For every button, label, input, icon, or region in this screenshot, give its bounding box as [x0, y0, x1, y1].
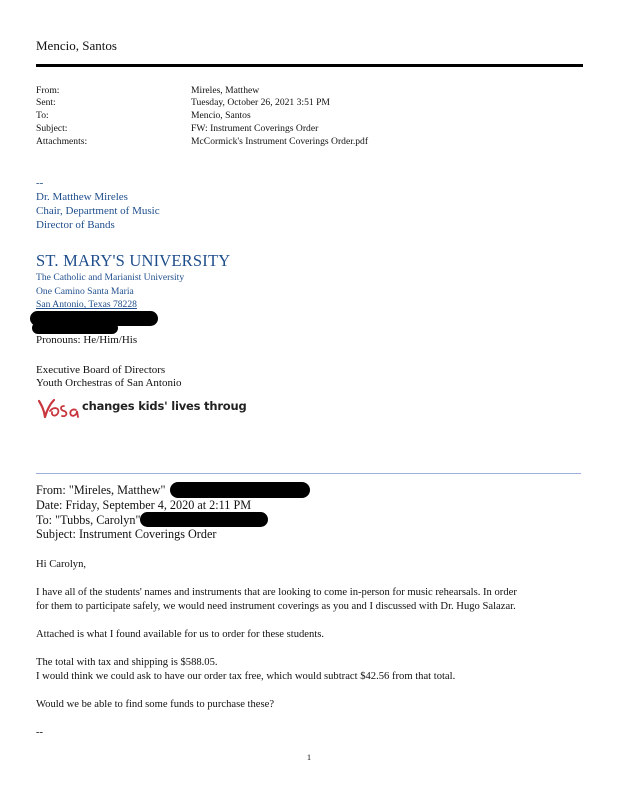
forwarded-date: Date: Friday, September 4, 2020 at 2:11 PM [36, 498, 252, 512]
yosa-logo [36, 396, 247, 422]
redaction-to-email [140, 512, 268, 527]
header-value-sent: Tuesday, October 26, 2021 3:51 PM [191, 97, 330, 108]
paragraph-3-line-1: The total with tax and shipping is $588.05. [36, 657, 218, 668]
header-label-subject: Subject: [36, 123, 68, 134]
university-city[interactable]: San Antonio, Texas 78228 [36, 299, 137, 310]
paragraph-1-line-2: for them to participate safely, we would need instrument coverings as you and I discussed with Dr. Hugo Salazar. [36, 601, 516, 612]
board-organization: Youth Orchestras of San Antonio [36, 377, 182, 389]
page-number: 1 [306, 752, 312, 762]
forwarded-to: To: "Tubbs, Carolyn" [36, 513, 141, 527]
header-label-sent: Sent: [36, 97, 56, 108]
university-name: ST. MARY'S UNIVERSITY [36, 251, 231, 270]
attachment-link[interactable]: McCormick's Instrument Coverings Order.pdf [191, 136, 369, 147]
top-rule [36, 64, 583, 67]
header-value-to: Mencio, Santos [191, 110, 251, 121]
university-street: One Camino Santa Maria [36, 286, 134, 297]
signature-dash: -- [36, 177, 44, 189]
university-tagline: The Catholic and Marianist University [36, 272, 185, 283]
mailbox-owner: Mencio, Santos [36, 38, 117, 53]
header-value-subject: FW: Instrument Coverings Order [191, 123, 319, 134]
redaction-phone-tail [32, 322, 118, 334]
signature-title-director: Director of Bands [36, 219, 115, 231]
board-title: Executive Board of Directors [36, 364, 166, 376]
yosa-logo-mark-icon [36, 396, 82, 422]
forwarded-from: From: "Mireles, Matthew" [36, 483, 166, 497]
header-value-from: Mireles, Matthew [191, 85, 260, 96]
header-label-attachments: Attachments: [36, 136, 88, 147]
paragraph-1-line-1: I have all of the students' names and instruments that are looking to come in-person for music rehearsals. In order [36, 587, 517, 598]
paragraph-3-line-2: I would think we could ask to have our order tax free, which would subtract $42.56 from that total. [36, 671, 456, 682]
greeting: Hi Carolyn, [36, 559, 87, 570]
paragraph-4: Would we be able to find some funds to purchase these? [36, 699, 275, 710]
signature-title-chair: Chair, Department of Music [36, 205, 160, 217]
forward-divider [36, 473, 581, 474]
paragraph-2: Attached is what I found available for us to order for these students. [36, 629, 325, 640]
redaction-from-email [170, 482, 310, 498]
forwarded-subject: Subject: Instrument Coverings Order [36, 527, 217, 541]
pronouns: Pronouns: He/Him/His [36, 334, 138, 346]
header-label-from: From: [36, 85, 60, 96]
closing-dash: -- [36, 727, 44, 738]
signature-name: Dr. Matthew Mireles [36, 191, 128, 203]
header-label-to: To: [36, 110, 49, 121]
logo-tagline: changes kids' lives throug [82, 399, 247, 413]
